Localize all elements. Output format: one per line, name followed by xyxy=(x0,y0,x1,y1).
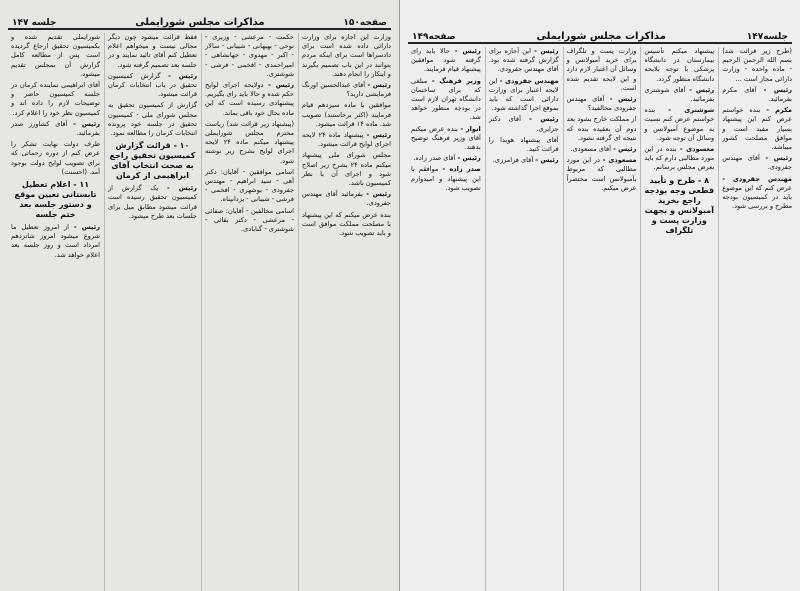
paragraph xyxy=(302,81,391,99)
paragraph-text: آقای کشاورز صدر بفرمائید. xyxy=(11,119,100,138)
speaker-name: وزیر فرهنگ - xyxy=(431,76,481,85)
speaker-name: رئیس - xyxy=(366,131,391,140)
paragraph-text: دولایحه اجرای لوایح حکم شده و حالا باید رای بگیریم. پیشنهادی رسیده است که این ماده بحال خود باقی بماند. xyxy=(205,81,294,117)
paragraph-text: آقای دکتر جزایری. xyxy=(488,115,559,133)
paragraph-text: آقای عبدالحسین اورنگ فرمایشی دارید؟ xyxy=(302,81,391,99)
paragraph-text: بنده عرض میکنم آقای وزیر فرهنگ توضیح بدهند. xyxy=(411,124,481,152)
page-number: صفحه۱۴۹ xyxy=(412,32,456,42)
page-header xyxy=(8,6,391,30)
paragraph-text: بنده خواستم عرض کنم این پیشنهاد بسیار مفید است و موافق مصلحت کشور میباشد. xyxy=(722,106,792,152)
paragraph xyxy=(722,106,792,152)
paragraph-text: آقای پیشنهاد هویدا را قرائت کنید. xyxy=(488,135,559,154)
paragraph xyxy=(489,115,559,133)
paragraph-text: بنده خواستم عرض کنم نسبت به موضوع آمبولانس و وسائل آن توجه شود. xyxy=(644,106,715,142)
speaker-name: رئیس - xyxy=(689,85,715,94)
speaker-name: مهندس جفرودی - xyxy=(722,174,792,183)
paragraph xyxy=(567,156,637,193)
text-column xyxy=(640,47,714,591)
paragraph xyxy=(205,81,294,118)
paragraph-text: فقط قرائت میشود چون دیگر مجالی نیست و میخواهم اعلام تعطیل کنم آقای تائید نمایند و در جلسه بعد تصمیم گرفته شود. xyxy=(108,33,197,69)
speaker-name: رئیس - xyxy=(457,154,481,163)
text-column xyxy=(8,33,100,591)
paragraph-text: (پیشنهاد زیر قرائت شد) ریاست محترم مجلس شورایملی پیشنهاد میکنم ماده ۲۴ لایحه اجرای لوایح بشرح زیر نوشته شود. xyxy=(205,119,294,165)
paragraph xyxy=(108,72,197,100)
text-columns xyxy=(408,47,792,591)
paragraph xyxy=(302,101,391,129)
paragraph xyxy=(567,115,637,143)
speaker-name: رئیس - xyxy=(535,156,559,165)
speaker-name: معسودی - xyxy=(679,145,715,154)
paragraph-text: وزارت این اجازه برای وزارت دارائی داده شده است برای دادسراها است برای اینکه مردم بتوانند در این باب تصمیم بگیرند و اینکار را انجام دهند. xyxy=(302,33,391,78)
text-column xyxy=(298,33,391,591)
paragraph-text: موافقم با این پیشنهاد و امیدوارم تصویب شود. xyxy=(411,165,481,192)
paragraph-text: پیشنهاد ماده ۲۴ لایحه اجرای لوایح قرائت میشود. xyxy=(302,131,391,149)
paragraph xyxy=(11,140,100,177)
paragraph-text: در این مورد مطالبی که مربوط بآمبولانس است مختصراً عرض میکنم. xyxy=(566,156,637,192)
paragraph xyxy=(411,165,481,193)
paragraph-text: آقای ابراهیمی نماینده کرمان در جلسه کمیسیون حاضر و توضیحات لازم را داده اند و کمیسیون نظر خود را اعلام کرد. xyxy=(11,81,100,117)
text-column xyxy=(201,33,294,591)
paragraph-text: مجلس شورای ملی پیشنهاد میکنم ماده ۲۴ بشرح زیر اصلاح شود و اجرای آن با نظر کمیسیون باشد. xyxy=(302,151,391,188)
paragraph xyxy=(489,156,559,165)
paragraph-text: آقای مهندس جفرودی. xyxy=(722,154,792,172)
page-header xyxy=(408,20,792,44)
speaker-name: رئیس - xyxy=(529,115,559,124)
paragraph-text: آقای مهندس جفرودی مخالفید؟ xyxy=(566,95,637,113)
paragraph xyxy=(411,154,481,163)
paragraph-text: شورایملی تقدیم شده و بکمیسیون تحقیق ارجاع گردیده است پس از مطالعه کامل گزارش آن بمجلس تقدیم میشود. xyxy=(11,33,100,78)
paragraph xyxy=(11,120,100,138)
paragraph xyxy=(108,101,197,138)
paragraph-text: طرف دولت نهایت تشکر را عرض کنم از دوره زحماتی که برای تصویب لوایح دولت بوجود آمد. (احسنت) xyxy=(11,140,100,176)
paragraph xyxy=(567,47,637,93)
section-heading: ۱۰ - قرائت گزارش کمیسیون تحقیق راجع به صحت انتخاب آقای ابراهیمی از کرمان xyxy=(109,141,196,181)
text-column xyxy=(104,33,197,591)
paragraph-text: بفرمائید آقای مهندس جفرودی. xyxy=(302,190,391,208)
paragraph xyxy=(11,33,100,79)
speaker-name: رئیس - xyxy=(367,81,391,90)
paragraph xyxy=(644,145,714,173)
speaker-name: رئیس - xyxy=(168,71,197,80)
paragraph-text: از امروز تعطیل ما شروع میشود امروز شانزدهم امرداد است و روز جلسه بعد اعلام خواهد شد. xyxy=(11,223,100,259)
paragraph xyxy=(302,190,391,208)
paragraph xyxy=(205,207,294,235)
paragraph-text: بنده عرض میکنم که این پیشنهاد با مصلحت مملکت موافق است و باید تصویب شود. xyxy=(302,210,391,238)
speaker-name: رئیس - xyxy=(534,47,559,55)
paragraph xyxy=(302,151,391,188)
paragraph xyxy=(722,86,792,104)
paragraph-text: مبلغی که برای ساختمان دانشگاه تهران لازم است در بودجه منظور خواهد شد. xyxy=(411,76,481,122)
session-number: جلسه۱۴۷ xyxy=(746,32,788,42)
speaker-name: رئیس - xyxy=(366,190,391,199)
paragraph xyxy=(11,223,100,260)
paragraph xyxy=(11,81,100,118)
speaker-name: رئیس - xyxy=(763,85,792,94)
paragraph-text: آقای مسعودی. xyxy=(570,145,611,154)
text-column xyxy=(563,47,637,591)
paragraph xyxy=(644,106,714,143)
paragraph-text: آقای فرامرزی. xyxy=(492,156,534,165)
publication-title: مذاکرات مجلس شورایملی xyxy=(135,17,265,28)
right-page xyxy=(400,0,800,591)
paragraph-text: اسامی موافقین - آقایان: دکتر آهی - سید ابراهیم - مهندس جفرودی - بوشهری - افخمی - فرشی - شیبانی - یزدانپناه. xyxy=(205,167,294,204)
text-column xyxy=(408,47,481,591)
speaker-name: رئیس - xyxy=(609,95,637,104)
paragraph-text: این آجازه برای گزارش گرفته شده بود. آقای مهندس جفرودی. xyxy=(488,47,559,74)
speaker-name: رئیس - xyxy=(166,184,197,193)
paragraph xyxy=(644,86,714,104)
paragraph-text: حالا باید رای گرفته شود موافقین پیشنهاد قیام فرمایند. xyxy=(411,47,481,74)
speaker-name: رئیس - xyxy=(268,81,294,90)
paragraph xyxy=(722,47,792,84)
paragraph xyxy=(567,95,637,113)
text-columns xyxy=(8,33,391,591)
paragraph-text: بنده در این مورد مطالبی دارم که باید بعرض مجلس برسانم. xyxy=(644,145,715,172)
speaker-name: مسعودی - xyxy=(602,156,637,165)
paragraph-text: گزارش از کمیسیون تحقیق به مجلس شورای ملی - کمیسیون تحقیق در جلسه خود پرونده انتخابات کرمان را مطالعه نمود. xyxy=(108,101,197,138)
paragraph xyxy=(489,47,559,75)
speaker-name: رئیس - xyxy=(765,154,792,163)
speaker-name: انوار - xyxy=(460,124,481,133)
paragraph xyxy=(205,33,294,79)
paragraph xyxy=(108,33,197,70)
session-number: جلسه ۱۴۷ xyxy=(12,18,57,28)
paragraph-text: پیشنهاد میکنم تأسیس بیمارستان در دانشگاه پزشکی با توجه بلایحه دانشگاه منظور گردد. xyxy=(644,47,715,83)
paragraph xyxy=(108,184,197,221)
speaker-name: مهندس جفرودی - xyxy=(499,76,559,85)
speaker-name: رئیس - xyxy=(454,47,481,55)
paragraph-text: آقای صدر زاده. xyxy=(413,154,456,163)
speaker-name: مکرم - xyxy=(766,106,792,115)
paragraph xyxy=(302,33,391,79)
paragraph xyxy=(205,168,294,205)
speaker-name: شوشتری - xyxy=(668,106,715,115)
paragraph-text: (طرح زیر قرائت شد) بسم الله الرحمن الرحیم - ماده واحده - وزارت دارائی مجاز است ... xyxy=(722,47,792,83)
paragraph-text: عرض کنم که این موضوع باید در کمیسیون بودجه مطرح و بررسی شود. xyxy=(722,183,792,211)
paragraph-text: اسامی مخالفین - آقایان: صفائی - مرعشی - دکتر بقائی - شوشتری - گنابادی. xyxy=(205,206,294,234)
paragraph-text: آقای شوشتری بفرمائید. xyxy=(644,85,715,104)
page-number: صفحه۱۵۰ xyxy=(343,18,387,28)
text-column xyxy=(485,47,559,591)
paragraph xyxy=(302,211,391,239)
paragraph xyxy=(489,136,559,154)
paragraph-text: حکمت - مرعشی - وزیری - نوحی - بهبهانی - شیبانی - سالار - اکبر - مهدوی - جهانشاهی - امیراحمدی - افخمی - فرشی - شوشتری. xyxy=(205,33,294,78)
paragraph xyxy=(489,77,559,114)
paragraph xyxy=(205,120,294,166)
speaker-name: صدر زاده - xyxy=(442,165,481,174)
paragraph-text: وزارت پست و تلگراف برای خرید آمبولانس و وسائل آن اعتبار لازم دارد و این لایحه تقدیم شده است. xyxy=(566,47,637,92)
paragraph xyxy=(302,131,391,149)
paragraph-text: گزارش کمیسیون تحقیق در باب انتخابات کرمان قرائت میشود. xyxy=(108,71,197,99)
paragraph xyxy=(567,145,637,154)
paragraph xyxy=(411,77,481,123)
section-heading: ۸ - طرح و تأیید قطعی وجه بودجه راجع بخرید آمبولانس و بجهت وزارت پست و تلگراف xyxy=(644,175,715,235)
speaker-name: رئیس - xyxy=(613,145,637,154)
paragraph xyxy=(411,125,481,153)
section-heading: ۱۱ - اعلام تعطیل تابستانی تعیین موقع و دستور جلسه بعد ختم جلسه xyxy=(14,180,97,220)
paragraph xyxy=(722,175,792,212)
speaker-name: رئیس - xyxy=(73,223,100,232)
paragraph xyxy=(644,47,714,84)
paragraph xyxy=(411,47,481,75)
speaker-name: رئیس - xyxy=(73,119,100,128)
publication-title: مذاکرات مجلس شورایملی xyxy=(536,31,666,42)
paragraph-text: آقای مکرم بفرمائید. xyxy=(722,85,792,104)
paragraph-text: این لایحه اعتبار برای وزارت دارائی است که باید بموقع اجرا گذاشته شود. xyxy=(488,76,559,113)
paragraph-text: یک گزارش از کمیسیون تحقیق رسیده است قرائت میشود مطابق میل برای جلسات بعد طرح میشود. xyxy=(108,184,197,220)
paragraph-text: موافقین با ماده سیزدهم قیام فرمایند (اکثر برخاستند) تصویب شد. ماده ۱۴ قرائت میشود. xyxy=(302,101,391,128)
paragraph-text: از مملکت خارج بشود بعد دوم آن بعقیده بنده که نتیجه ای گرفته نشود. xyxy=(566,115,637,142)
text-column xyxy=(718,47,792,591)
paragraph xyxy=(722,154,792,172)
